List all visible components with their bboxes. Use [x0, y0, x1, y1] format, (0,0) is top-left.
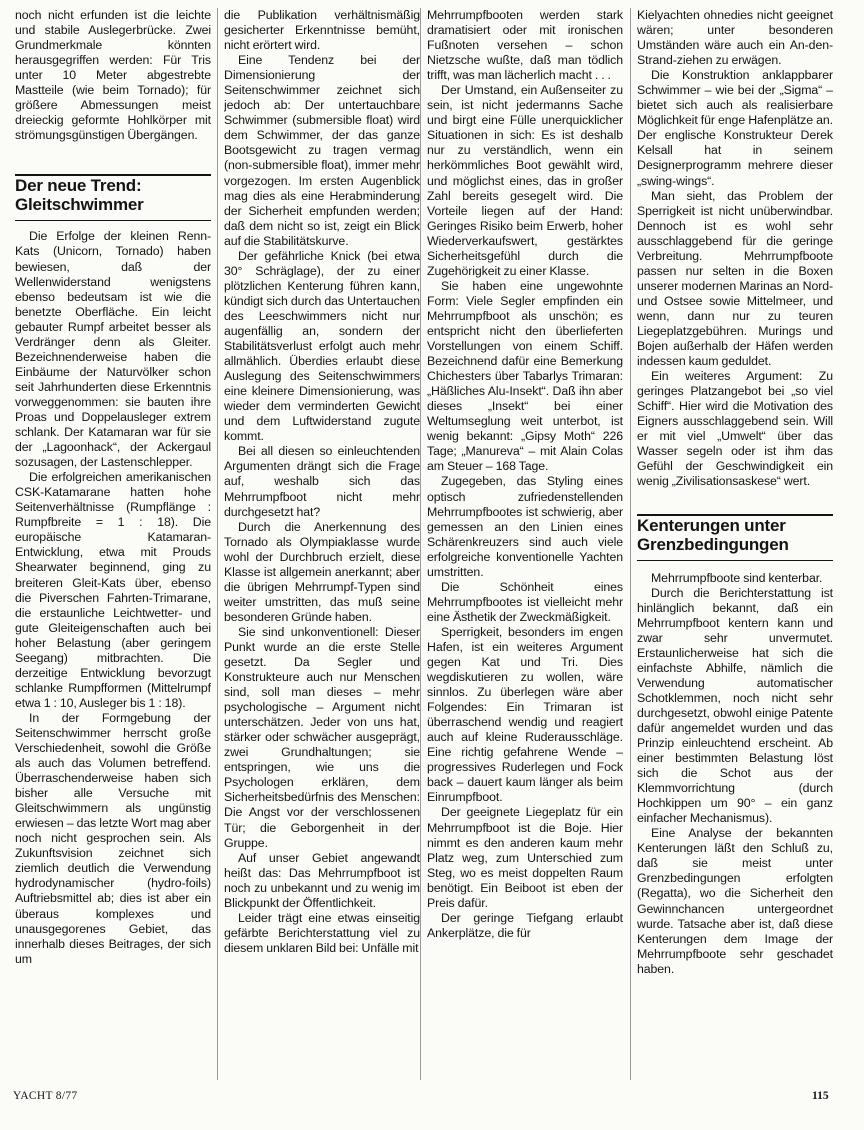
- paragraph: Mehrrumpfbooten werden stark dramatisiert oder mit ironischen Fußnoten versehen – schon Nietzsche wußte, daß man tödlich trifft, was man lächerlich macht . . .: [427, 8, 623, 83]
- column-divider: [420, 8, 421, 1080]
- paragraph: Der Umstand, ein Außenseiter zu sein, ist nicht jedermanns Sache und birgt eine Fülle unerquicklicher Situationen in sich: Es ist deshalb nur zu verständlich, wenn ein herkömmliches Boot gewählt wird, und möglichst eines, das in großer Zahl bereits gesegelt wird. Die Vorteile liegen auf der Hand: Geringes Risiko beim Erwerb, hoher Wiederverkaufswert, gestärktes Sicherheitsgefühl durch die Zugehörigkeit zu einer Klasse.: [427, 83, 623, 278]
- paragraph: noch nicht erfunden ist die leichte und stabile Auslegerbrücke. Zwei Grundmerkmale könnten herausgegriffen werden: Für Tris unter 10 Meter abgestrebte Mastteile (wie beim Tornado); für größere Abmessungen meist dreieckig geformte Hohlkörper mit strömungsgünstigen Übergängen.: [15, 8, 211, 143]
- paragraph: Bei all diesen so einleuchtenden Argumenten drängt sich die Frage auf, weshalb sich das Mehrrumpfboot nicht mehr durchgesetzt hat?: [224, 444, 420, 519]
- page-number: 115: [812, 1090, 829, 1102]
- paragraph: Eine Analyse der bekannten Kenterungen läßt den Schluß zu, daß sie meist unter Grenzbedingungen erfolgten (Regatta), wo die Sicherheit den Gewinnchancen untergeordnet wurde. Tatsache aber ist, daß diese Kenterungen dem Image der Mehrrumpfboote sehr geschadet haben.: [637, 826, 833, 976]
- paragraph: Sie haben eine ungewohnte Form: Viele Segler empfinden ein Mehrrumpfboot als unschön; es entspricht nicht den überlieferten Vorstellungen von einem Schiff. Bezeichnend dafür eine Bemerkung Chichesters über Tabarlys Trimaran: „Häßliches Alu-Insekt“. Daß ihn aber dieses „Insekt“ bei einer Weltumseglung weit unterbot, ist wenig bekannt: „Gipsy Moth“ 226 Tage; „Manureva“ – mit Alain Colas am Steuer – 168 Tage.: [427, 278, 623, 474]
- paragraph: Auf unser Gebiet angewandt heißt das: Das Mehrrumpfboot ist noch zu unbekannt und zu wenig im Blickpunkt der Öffentlichkeit.: [224, 850, 420, 910]
- paragraph: Ein weiteres Argument: Zu geringes Platzangebot bei „so viel Schiff“. Hier wird die Motivation des Eigners ausschlaggebend sein. Will er mit viel „Umwelt“ über das Wasser segeln oder ist ihm das Gefühl der Geschwindigkeit ein wenig „Zivilisationsaskese“ wert.: [637, 369, 833, 489]
- text-column-2: [224, 8, 420, 1080]
- section-heading-block: [15, 169, 211, 221]
- paragraph: Man sieht, das Problem der Sperrigkeit ist nicht unüberwindbar. Dennoch ist es wohl sehr ausschlaggebend für die geringe Verbreitung. Mehrrumpfboote passen nur selten in die Boxen unserer modernen Marinas an Nord- und Ostsee sowie Mittelmeer, und wenn, dann nur zu teuren Liegeplatzgebühren. Murings und Bojen außerhalb der Häfen werden indessen kaum geduldet.: [637, 188, 833, 369]
- text-column-1: [15, 8, 211, 1080]
- paragraph: Mehrrumpfboote sind kenterbar.: [651, 570, 823, 585]
- paragraph: Die Erfolge der kleinen Renn-Kats (Unicorn, Tornado) haben bewiesen, daß der Wellenwiderstand wenigstens ebenso bedeutsam ist wie die benetzte Oberfläche. Ein leicht gebauter Rumpf arbeitet besser als Verdränger denn als Gleiter. Bezeichnenderweise haben die Einbäume der Naturvölker schon seit Jahrhunderten diese Erkenntnis vorweggenommen: sie bauten ihre Proas und Doppelausleger extrem schlank. Der Katamaran war für sie der „Lagoonhack“, der Ackergaul sozusagen, der Lastenschlepper.: [15, 229, 211, 470]
- paragraph: Zugegeben, das Styling eines optisch zufriedenstellenden Mehrrumpfbootes ist schwierig, aber gemessen an den Linien eines Schärenkreuzers sind auch viele erfolgreiche konventionelle Yachten umstritten.: [427, 474, 623, 579]
- section-heading: Kenterungen unter Grenzbedingungen: [637, 515, 789, 554]
- paragraph: Sperrigkeit, besonders im engen Hafen, ist ein weiteres Argument gegen Kat und Tri. Dies wegdiskutieren zu wollen, wäre sinnlos. Zu überlegen wäre aber Folgendes: Ein Trimaran ist überraschend wendig und reagiert auch auf kleine Ruderausschläge. Eine richtig gefahrene Wende – progressives Ruderlegen und Fock back – dauert kaum länger als beim Einrumpfboot.: [427, 624, 623, 805]
- paragraph: die Publikation verhältnismäßig gesicherter Erkenntnisse bemüht, nicht erörtert wird.: [224, 8, 420, 53]
- paragraph: Durch die Anerkennung des Tornado als Olympiaklasse wurde wohl der Durchbruch erzielt, diese Klasse ist allgemein anerkannt; aber die übrigen Mehrrumpf-Typen sind weiter umstritten, das muß seine besonderen Gründe haben.: [224, 519, 420, 624]
- paragraph: Durch die Berichterstattung ist hinlänglich bekannt, daß ein Mehrrumpfboot kentern kann und zwar sehr unvermutet. Erstaunlicherweise hat sich die einfachste Abhilfe, nämlich die Verwendung automatischer Schotklemmen, noch nicht sehr durchgesetzt, obwohl einige Patente dafür angemeldet wurden und das Prinzip einleuchtend erscheint. Ab einer bestimmten Belastung löst sich die Schot aus der Klemmvorrichtung (durch Hochkippen um 90° – ein ganz einfacher Mechanismus).: [637, 585, 833, 826]
- paragraph: Der geringe Tiefgang erlaubt Ankerplätze, die für: [427, 910, 623, 940]
- paragraph: Leider trägt eine etwas einseitig gefärbte Berichterstattung viel zu diesem unklaren Bild bei: Unfälle mit: [224, 910, 420, 955]
- section-heading: Der neue Trend: Gleitschwimmer: [15, 176, 144, 215]
- column-divider: [217, 8, 218, 1080]
- paragraph: Sie sind unkonventionell: Dieser Punkt wurde an die erste Stelle gesetzt. Da Segler und Konstrukteure auch nur Menschen sind, soll man dieses – mehr psychologische – Argument nicht unterschätzen. Jeder von uns hat, stärker oder schwächer ausgeprägt, zwei Grundhaltungen; sie entspringen, wie uns die Psychologen erklären, dem Sicherheitsbedürfnis des Menschen: Die Angst vor der verschlossenen Tür; die Geborgenheit in der Gruppe.: [224, 624, 420, 850]
- section-heading-block: [637, 510, 833, 561]
- paragraph: In der Formgebung der Seitenschwimmer herrscht große Verschiedenheit, sowohl die Größe als auch das Volumen betreffend. Überraschenderweise haben sich bisher alle Versuche mit Gleitschwimmern als ungünstig erwiesen – das letzte Wort mag aber noch nicht gesprochen sein. Als Zukunftsvision zeichnet sich ziemlich deutlich die Verwendung hydrodynamischer (hydro-foils) Auftriebsmittel ab; dies ist aber ein überaus komplexes und unausgegorenes Gebiet, das innerhalb dieses Beitrages, der sich um: [15, 710, 211, 966]
- paragraph: Die Schönheit eines Mehrrumpfbootes ist vielleicht mehr eine Ästhetik der Zweckmäßigkeit.: [427, 579, 623, 624]
- paragraph: Die Konstruktion anklappbarer Schwimmer – wie bei der „Sigma“ – bietet sich auch als realisierbare Möglichkeit für enge Hafenplätze an. Der englische Konstrukteur Derek Kelsall hat in seinem Designerprogramm mehrere dieser „swing-wings“.: [637, 68, 833, 188]
- paragraph: Der gefährliche Knick (bei etwa 30° Schräglage), der zu einer plötzlichen Kenterung führen kann, kündigt sich durch das Untertauchen des Leeschwimmers nicht nur augenfällig an, sondern der Stabilitätsverlust erfolgt auch mehr allmählich. Überdies erlaubt diese Auslegung des Seitenschwimmers eine kleinere Dimensionierung, was wieder dem verminderten Gewicht und dem Luftwiderstand zugute kommt.: [224, 248, 420, 444]
- text-column-3: [427, 8, 623, 1080]
- column-divider: [630, 8, 631, 1080]
- text-column-4: [637, 8, 833, 1080]
- paragraph: Eine Tendenz bei der Dimensionierung der Seitenschwimmer zeichnet sich jedoch ab: Der untertauchbare Schwimmer (submersible float) wird dem Schwimmer, der das ganze Bootsgewicht zu tragen vermag (non-submersible float), immer mehr vorgezogen. Im ersten Augenblick mag dies als eine Herabminderung der Sicherheit empfunden werden; daß dem nicht so ist, zeigt ein Blick auf die Stabilitätskurve.: [224, 53, 420, 248]
- paragraph: Kielyachten ohnedies nicht geeignet wären; unter besonderen Umständen wäre auch ein An-den-Strand-ziehen zu erwägen.: [637, 8, 833, 68]
- heading-rule: [15, 220, 211, 221]
- paragraph: Die erfolgreichen amerikanischen CSK-Katamarane hatten hohe Seitenverhältnisse (Rumpflänge : Rumpfbreite = 1 : 18). Die europäische Katamaran-Entwicklung, etwa mit Prouds Shearwater beginnend, ging zu breiteren Gleit-Kats über, ebenso die Piverschen Fahrten-Trimarane, die erstaunliche Leichtwetter- und gute Gleiteigenschaften auch bei hoher Belastung (aber geringem Seegang) mitbrachten. Die derzeitige Entwicklung bevorzugt schlanke Rumpfformen (Mittelrumpf etwa 1 : 10, Ausleger bis 1 : 18).: [15, 470, 211, 710]
- heading-rule: [637, 560, 833, 561]
- paragraph: Der geeignete Liegeplatz für ein Mehrrumpfboot ist die Boje. Hier nimmt es den anderen kaum mehr Platz weg, zum Unterschied zum Steg, wo es meist doppelten Raum benötigt. Ein Beiboot ist eben der Preis dafür.: [427, 805, 623, 910]
- magazine-issue-label: YACHT 8/77: [13, 1090, 78, 1102]
